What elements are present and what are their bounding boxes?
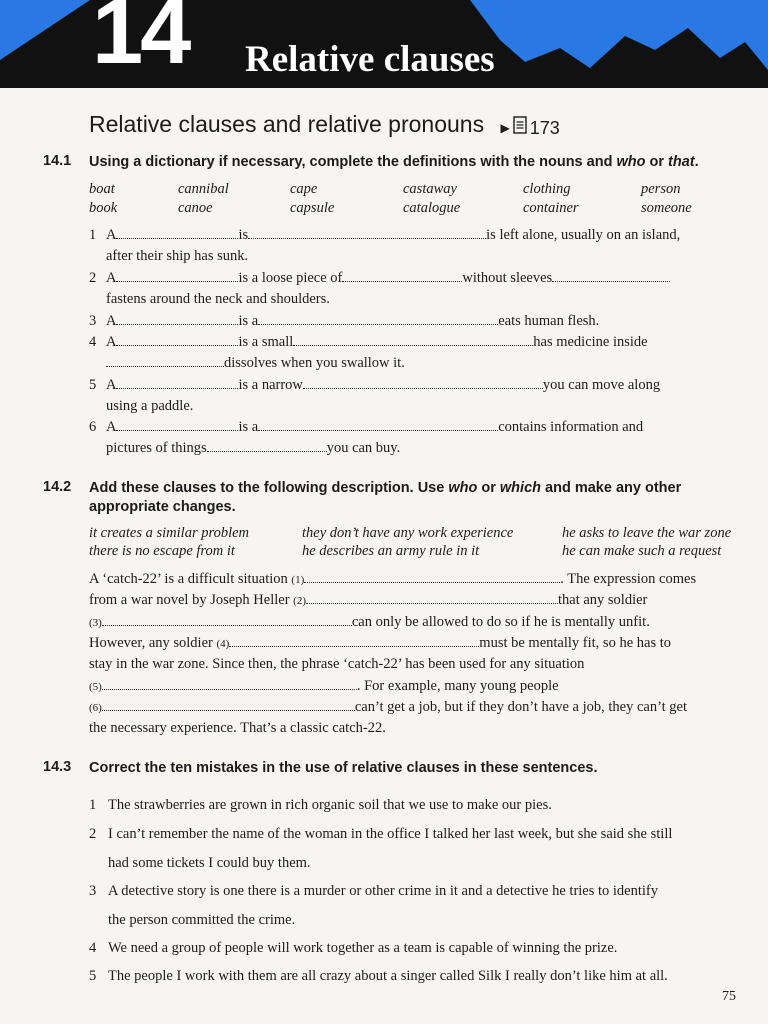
answer-blank[interactable] — [304, 569, 560, 583]
item-number: 4 — [89, 334, 97, 350]
sentence-number: 4 — [89, 940, 97, 956]
definition-line: A is a contains information and — [106, 419, 644, 435]
description-line: stay in the war zone. Since then, the phrase ‘catch-22’ has been used for any situation — [89, 656, 585, 672]
item-number: 2 — [89, 270, 97, 286]
description-line: (5) . For example, many young people — [89, 678, 559, 694]
unit-title: Relative clauses — [245, 39, 495, 80]
word: canoe — [178, 200, 213, 216]
answer-blank[interactable] — [207, 438, 327, 452]
unit-banner — [0, 0, 768, 92]
word: clothing — [523, 181, 571, 197]
definition-line: A is a loose piece of without sleeves — [106, 268, 670, 288]
exercise-number: 14.3 — [43, 759, 72, 775]
definition-line: A is a narrow you can move along — [106, 377, 661, 393]
answer-blank[interactable] — [342, 268, 462, 282]
word: boat — [89, 181, 115, 197]
definition-line: A is a eats human flesh. — [106, 313, 600, 329]
item-number: 3 — [89, 313, 97, 329]
sentence-number: 5 — [89, 968, 97, 984]
answer-blank[interactable] — [258, 311, 498, 325]
item-number: 5 — [89, 377, 97, 393]
clause: it creates a similar problem — [89, 525, 250, 541]
description-line: from a war novel by Joseph Heller (2) that any soldier — [89, 592, 648, 608]
answer-blank[interactable] — [116, 417, 238, 431]
description-line: the necessary experience. That’s a classic catch-22. — [89, 720, 386, 736]
sentence-number: 2 — [89, 826, 97, 842]
reference-page-number: 173 — [529, 118, 560, 138]
exercise-instruction: Correct the ten mistakes in the use of relative clauses in these sentences. — [89, 760, 598, 776]
answer-blank[interactable] — [116, 268, 238, 282]
play-arrow-icon: ▶ — [500, 121, 510, 135]
sentence-line: The people I work with them are all crazy about a singer called Silk I really don’t like him at all. — [108, 968, 668, 984]
word: person — [641, 181, 681, 197]
definition-line: dissolves when you swallow it. — [106, 353, 405, 373]
exercise-instruction: Add these clauses to the following description. Use who or which and make any other appropriate changes. — [89, 480, 682, 515]
clause-box-row — [89, 543, 759, 563]
answer-blank[interactable] — [106, 353, 224, 367]
page-heading — [89, 109, 560, 143]
answer-blank[interactable] — [293, 332, 533, 346]
answer-blank[interactable] — [116, 311, 238, 325]
description-line: A ‘catch-22’ is a difficult situation (1) . The expression comes — [89, 571, 697, 587]
definition-line: pictures of things you can buy. — [106, 440, 401, 456]
sentence-number: 1 — [89, 797, 97, 813]
item-number: 1 — [89, 227, 97, 243]
sentence-line: had some tickets I could buy them. — [108, 855, 311, 871]
answer-blank[interactable] — [552, 268, 670, 282]
word-box-row — [89, 181, 759, 201]
sentence-line: We need a group of people will work together as a team is capable of winning the prize. — [108, 940, 618, 956]
word: container — [523, 200, 579, 216]
definition-line: A is is left alone, usually on an island, — [106, 227, 681, 243]
definition-line: A is a small has medicine inside — [106, 334, 648, 350]
word: cape — [290, 181, 318, 197]
unit-number: 14 — [92, 0, 189, 83]
clause: he can make such a request — [562, 543, 722, 559]
word: catalogue — [403, 200, 461, 216]
page-icon — [513, 113, 527, 143]
sentence-line: I can’t remember the name of the woman in the office I talked her last week, but she said she still — [108, 826, 673, 842]
clause-box-row — [89, 525, 759, 545]
word: someone — [641, 200, 692, 216]
description-line: (6) can’t get a job, but if they don’t have a job, they can’t get — [89, 699, 688, 715]
item-number: 6 — [89, 419, 97, 435]
description-line: However, any soldier (4) must be mentally fit, so he has to — [89, 635, 671, 651]
answer-blank[interactable] — [116, 332, 238, 346]
word: castaway — [403, 181, 457, 197]
description-line: (3) can only be allowed to do so if he is mentally unfit. — [89, 614, 650, 630]
answer-blank[interactable] — [116, 375, 238, 389]
word: capsule — [290, 200, 335, 216]
word-box-row — [89, 200, 759, 220]
page-number: 75 — [722, 989, 736, 1004]
sentence-line: The strawberries are grown in rich organic soil that we use to make our pies. — [108, 797, 552, 813]
definition-line: fastens around the neck and shoulders. — [106, 291, 330, 307]
clause: they don’t have any work experience — [302, 525, 514, 541]
exercise-number: 14.2 — [43, 479, 72, 495]
clause: he asks to leave the war zone — [562, 525, 732, 541]
clause: he describes an army rule in it — [302, 543, 480, 559]
exercise-instruction: Using a dictionary if necessary, complete the definitions with the nouns and who or that. — [89, 154, 699, 170]
definition-line: using a paddle. — [106, 398, 194, 414]
sentence-number: 3 — [89, 883, 97, 899]
answer-blank[interactable] — [102, 697, 355, 711]
clause: there is no escape from it — [89, 543, 235, 559]
definition-line: after their ship has sunk. — [106, 248, 249, 264]
grammar-reference-link[interactable] — [500, 113, 559, 143]
answer-blank[interactable] — [248, 225, 486, 239]
answer-blank[interactable] — [303, 375, 543, 389]
page-heading-title: Relative clauses and relative pronouns — [89, 111, 485, 137]
answer-blank[interactable] — [102, 676, 357, 690]
sentence-line: A detective story is one there is a murder or other crime in it and a detective he tries to identify — [108, 883, 659, 899]
answer-blank[interactable] — [306, 590, 558, 604]
sentence-line: the person committed the crime. — [108, 912, 296, 928]
answer-blank[interactable] — [102, 612, 352, 626]
answer-blank[interactable] — [258, 417, 498, 431]
word: book — [89, 200, 118, 216]
word: cannibal — [178, 181, 229, 197]
answer-blank[interactable] — [229, 633, 479, 647]
exercise-number: 14.1 — [43, 153, 72, 169]
answer-blank[interactable] — [116, 225, 238, 239]
